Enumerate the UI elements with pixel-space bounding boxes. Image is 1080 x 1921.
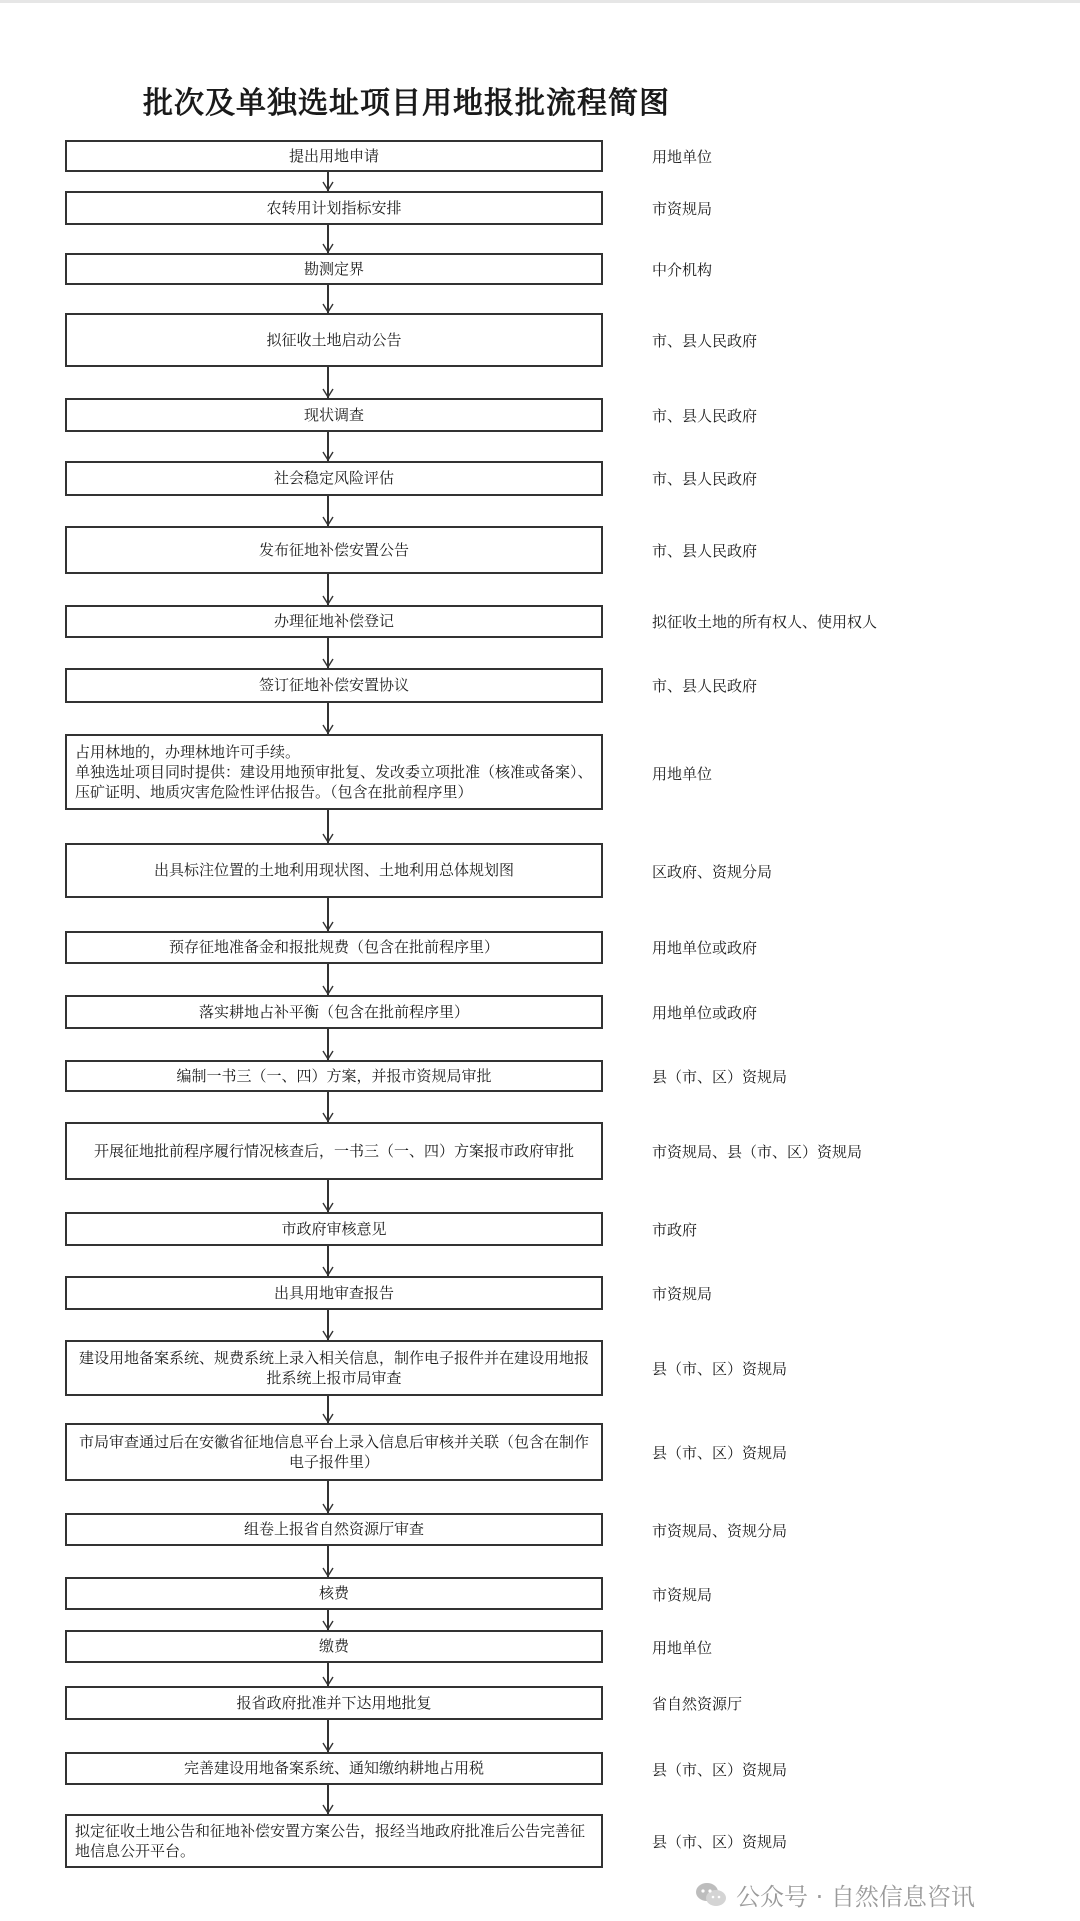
responsible-party: 市资规局、资规分局 (652, 1522, 788, 1540)
flow-step-text: 开展征地批前程序履行情况核查后，一书三（一、四）方案报市政府审批 (93, 1141, 574, 1160)
flow-step-box (65, 526, 603, 574)
flow-arrow (320, 810, 336, 843)
responsible-party: 市资规局、县（市、区）资规局 (652, 1143, 863, 1161)
flow-step-text: 建设用地备案系统、规费系统上录入相关信息，制作电子报件并在建设用地报批系统上报市局审查 (78, 1348, 589, 1387)
flow-step-box (65, 253, 603, 285)
flow-arrow (320, 432, 336, 461)
flow-step-box (65, 1630, 603, 1663)
arrow-head-icon (322, 921, 334, 931)
responsible-party: 县（市、区）资规局 (652, 1068, 788, 1086)
arrow-head-icon (322, 1050, 334, 1060)
flow-step-text: 提出用地申请 (288, 146, 379, 165)
responsible-party: 省自然资源厅 (652, 1695, 743, 1713)
flow-arrow (320, 1092, 336, 1122)
flow-arrow (320, 1180, 336, 1212)
responsible-party: 用地单位 (652, 1639, 713, 1657)
flow-arrow (320, 285, 336, 313)
arrow-head-icon (322, 1330, 334, 1340)
flow-step-box (65, 1122, 603, 1180)
flow-step-box (65, 1212, 603, 1246)
flow-step-text: 发布征地补偿安置公告 (258, 540, 409, 559)
flow-step-text: 办理征地补偿登记 (273, 612, 394, 631)
flow-step-box (65, 843, 603, 898)
flow-arrow (320, 496, 336, 526)
flow-step-box (65, 1060, 603, 1092)
flow-step-text: 勘测定界 (303, 259, 364, 278)
flow-arrow (320, 225, 336, 253)
responsible-party: 拟征收土地的所有权人、使用权人 (652, 613, 878, 631)
flow-arrow (320, 638, 336, 668)
flow-step-text: 拟征收土地启动公告 (266, 330, 402, 349)
flow-arrow (320, 1720, 336, 1752)
flow-step-text: 出具标注位置的土地利用现状图、土地利用总体规划图 (153, 861, 514, 880)
flow-step-box (65, 313, 603, 367)
flow-arrow (320, 1546, 336, 1577)
responsible-party: 市、县人民政府 (652, 470, 758, 488)
flow-step-box (65, 140, 603, 172)
flow-arrow (320, 1481, 336, 1513)
arrow-head-icon (322, 595, 334, 605)
responsible-party: 市、县人民政府 (652, 407, 758, 425)
arrow-head-icon (322, 451, 334, 461)
responsible-party: 市政府 (652, 1221, 698, 1239)
arrow-head-icon (322, 1112, 334, 1122)
arrow-head-icon (322, 1202, 334, 1212)
arrow-head-icon (322, 833, 334, 843)
arrow-head-icon (322, 1567, 334, 1577)
arrow-head-icon (322, 181, 334, 191)
flow-step-box (65, 931, 603, 964)
flow-step-text: 市局审查通过后在安徽省征地信息平台上录入信息后审核并关联（包含在制作电子报件里） (78, 1432, 589, 1471)
watermark-text: 公众号 · 自然信息咨讯 (736, 1883, 975, 1911)
responsible-party: 市资规局 (652, 200, 713, 218)
arrow-head-icon (322, 243, 334, 253)
flow-step-box (65, 1814, 603, 1868)
flow-step-box (65, 1276, 603, 1310)
flow-arrow (320, 898, 336, 931)
flow-step-text: 编制一书三（一、四）方案，并报市资规局审批 (176, 1066, 492, 1085)
flow-step-box (65, 461, 603, 496)
arrow-head-icon (322, 1620, 334, 1630)
responsible-party: 市、县人民政府 (652, 677, 758, 695)
responsible-party: 县（市、区）资规局 (652, 1833, 788, 1851)
arrow-head-icon (322, 1804, 334, 1814)
responsible-party: 用地单位或政府 (652, 939, 758, 957)
arrow-head-icon (322, 516, 334, 526)
arrow-head-icon (322, 658, 334, 668)
flow-arrow (320, 964, 336, 995)
responsible-party: 中介机构 (652, 261, 713, 279)
flow-arrow (320, 1663, 336, 1686)
arrow-head-icon (322, 388, 334, 398)
flow-step-box (65, 398, 603, 432)
flow-step-text: 农转用计划指标安排 (266, 198, 402, 217)
flow-step-text: 完善建设用地备案系统、通知缴纳耕地占用税 (183, 1759, 484, 1778)
responsible-party: 市、县人民政府 (652, 332, 758, 350)
flow-arrow (320, 1396, 336, 1423)
flow-step-box (65, 734, 603, 810)
flow-step-box (65, 191, 603, 225)
flow-step-box (65, 1577, 603, 1610)
flow-step-box (65, 1686, 603, 1720)
responsible-party: 县（市、区）资规局 (652, 1360, 788, 1378)
responsible-party: 市、县人民政府 (652, 542, 758, 560)
responsible-party: 县（市、区）资规局 (652, 1444, 788, 1462)
top-border-line (0, 0, 1080, 3)
watermark (694, 1877, 975, 1912)
flow-step-text: 市政府审核意见 (281, 1219, 387, 1238)
flow-step-text: 社会稳定风险评估 (273, 469, 394, 488)
arrow-head-icon (322, 1413, 334, 1423)
responsible-party: 县（市、区）资规局 (652, 1761, 788, 1779)
flow-arrow (320, 172, 336, 191)
arrow-head-icon (322, 1676, 334, 1686)
flow-step-box (65, 1423, 603, 1481)
flow-arrow (320, 1246, 336, 1276)
arrow-head-icon (322, 724, 334, 734)
flow-step-box (65, 1752, 603, 1785)
arrow-head-icon (322, 303, 334, 313)
flow-step-text: 核费 (318, 1584, 349, 1603)
flow-step-text: 报省政府批准并下达用地批复 (236, 1693, 432, 1712)
flow-step-box (65, 1513, 603, 1546)
wechat-icon (694, 1881, 728, 1909)
flow-step-text: 签订征地补偿安置协议 (258, 676, 409, 695)
flow-arrow (320, 574, 336, 605)
arrow-head-icon (322, 1266, 334, 1276)
flow-step-text: 出具用地审查报告 (273, 1283, 394, 1302)
flow-arrow (320, 367, 336, 398)
flow-step-text: 现状调查 (303, 405, 364, 424)
flow-step-text: 落实耕地占补平衡（包含在批前程序里） (198, 1002, 469, 1021)
flow-arrow (320, 703, 336, 734)
page-title: 批次及单独选址项目用地报批流程简图 (143, 86, 670, 121)
responsible-party: 市资规局 (652, 1285, 713, 1303)
arrow-head-icon (322, 985, 334, 995)
responsible-party: 用地单位或政府 (652, 1004, 758, 1022)
flow-step-text: 占用林地的，办理林地许可手续。 单独选址项目同时提供：建设用地预审批复、发改委立项批准（核准或备案）、压矿证明、地质灾害危险性评估报告。（包含在批前程序里） (75, 742, 593, 802)
flow-step-box (65, 605, 603, 638)
flow-step-text: 拟定征收土地公告和征地补偿安置方案公告，报经当地政府批准后公告完善征地信息公开平台。 (75, 1821, 586, 1860)
flow-step-box (65, 995, 603, 1029)
flow-step-text: 预存征地准备金和报批规费（包含在批前程序里） (168, 938, 499, 957)
flow-arrow (320, 1029, 336, 1060)
arrow-head-icon (322, 1742, 334, 1752)
flow-step-box (65, 1340, 603, 1396)
responsible-party: 市资规局 (652, 1586, 713, 1604)
arrow-head-icon (322, 1503, 334, 1513)
flow-step-box (65, 668, 603, 703)
responsible-party: 用地单位 (652, 765, 713, 783)
flow-arrow (320, 1310, 336, 1340)
responsible-party: 用地单位 (652, 148, 713, 166)
responsible-party: 区政府、资规分局 (652, 863, 773, 881)
flow-step-text: 组卷上报省自然资源厅审查 (243, 1520, 424, 1539)
flow-arrow (320, 1610, 336, 1630)
flow-step-text: 缴费 (318, 1637, 349, 1656)
flow-arrow (320, 1785, 336, 1814)
